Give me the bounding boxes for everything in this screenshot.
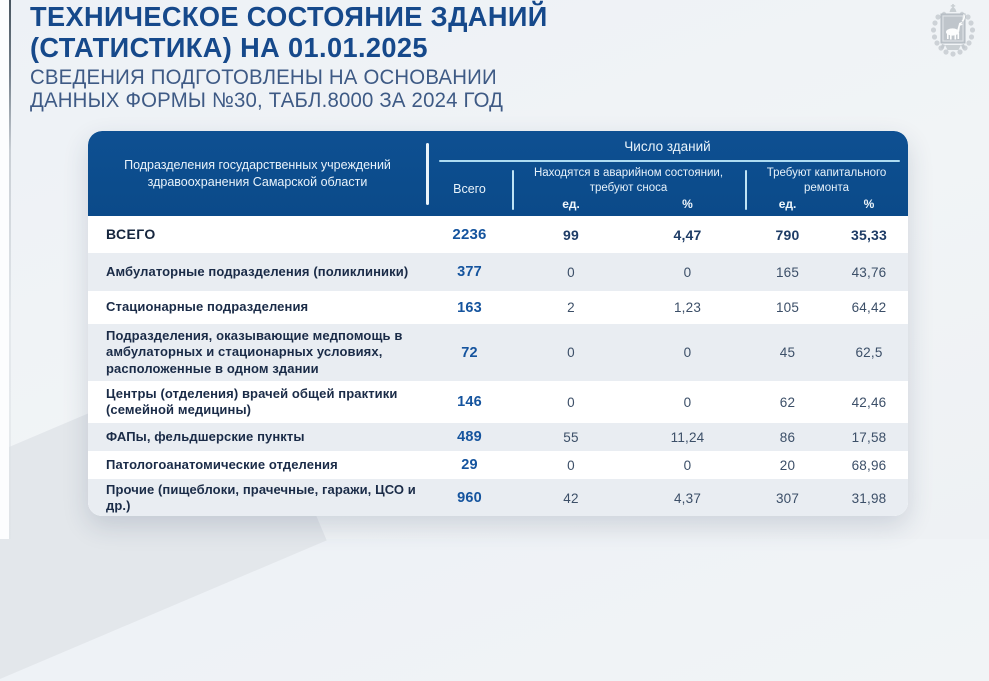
column-header-units: ед. <box>778 196 797 211</box>
column-header-units: ед. <box>562 196 580 211</box>
column-group-emergency <box>512 162 745 216</box>
table-row <box>88 324 908 381</box>
emergency-percent-value: 0 <box>683 345 692 360</box>
repair-percent-value: 17,58 <box>851 429 887 445</box>
table-row <box>88 381 908 423</box>
page-subtitle-line2: ДАННЫХ ФОРМЫ №30, ТАБЛ.8000 ЗА 2024 ГОД <box>30 89 504 112</box>
repair-units-value: 45 <box>779 345 796 360</box>
left-edge-line <box>9 0 11 539</box>
row-label: Прочие (пищеблоки, прачечные, гаражи, ЦСО и др.) <box>106 482 416 514</box>
left-edge-strip <box>0 0 9 539</box>
page-title-line1: ТЕХНИЧЕСКОЕ СОСТОЯНИЕ ЗДАНИЙ <box>30 1 548 32</box>
row-label: Амбулаторные подразделения (поликлиники) <box>106 263 409 279</box>
emergency-units-value: 0 <box>567 394 575 410</box>
total-value: 72 <box>461 344 478 361</box>
total-value: 960 <box>457 490 482 507</box>
column-header-departments: Подразделения государственных учреждений здравоохранения Самарской области <box>124 157 391 189</box>
repair-units-value: 62 <box>779 394 796 410</box>
total-value: 146 <box>457 394 482 410</box>
emergency-percent-value: 4,37 <box>673 490 702 506</box>
column-group-capital-repair-label: Требуют капитального ремонта <box>766 167 887 194</box>
emergency-percent-value: 4,47 <box>673 226 702 243</box>
total-value: 377 <box>457 264 482 280</box>
header-divider <box>512 170 514 210</box>
emergency-percent-value: 0 <box>683 457 692 473</box>
repair-percent-value: 42,46 <box>851 394 887 410</box>
row-label: ВСЕГО <box>106 225 156 242</box>
row-label: ФАПы, фельдшерские пункты <box>106 428 305 444</box>
row-label: Подразделения, оказывающие медпомощь в амбулаторных и стационарных условиях, расположенные в одном здании <box>106 328 403 376</box>
repair-units-value: 86 <box>779 429 796 445</box>
row-label: Стационарные подразделения <box>106 299 309 315</box>
emergency-units-value: 0 <box>567 264 575 280</box>
emergency-percent-value: 11,24 <box>670 429 705 445</box>
repair-percent-value: 68,96 <box>851 457 887 473</box>
table-row <box>88 451 908 479</box>
repair-percent-value: 64,42 <box>851 300 887 315</box>
repair-percent-value: 31,98 <box>851 490 887 506</box>
repair-percent-value: 35,33 <box>850 226 888 243</box>
emergency-units-value: 0 <box>567 457 575 473</box>
column-group-capital-repair <box>745 162 908 216</box>
repair-percent-value: 62,5 <box>855 345 883 360</box>
table-row <box>88 291 908 324</box>
repair-units-value: 307 <box>775 490 800 506</box>
emergency-units-value: 99 <box>563 226 579 243</box>
buildings-statistics-table <box>88 131 908 516</box>
emergency-units-value: 0 <box>567 345 575 360</box>
emergency-units-value: 55 <box>563 429 579 445</box>
column-header-percent: % <box>863 196 875 211</box>
repair-units-value: 105 <box>775 300 800 315</box>
row-label: Патологоанатомические отделения <box>106 456 338 472</box>
table-body <box>88 216 908 516</box>
table-row <box>88 253 908 291</box>
page-subtitle-line1: СВЕДЕНИЯ ПОДГОТОВЛЕНЫ НА ОСНОВАНИИ <box>30 66 497 89</box>
repair-percent-value: 43,76 <box>851 264 887 280</box>
column-subheaders-capital-repair <box>745 197 908 211</box>
page-subtitle <box>30 66 548 112</box>
column-group-emergency-label: Находятся в аварийном состоянии, требуют сноса <box>533 167 724 194</box>
header-divider <box>745 170 747 210</box>
column-header-percent: % <box>682 196 693 211</box>
table-row <box>88 423 908 451</box>
table-header <box>88 131 908 216</box>
repair-units-value: 790 <box>775 226 800 243</box>
total-value: 2236 <box>452 226 487 243</box>
emergency-percent-value: 0 <box>683 264 692 280</box>
emergency-percent-value: 1,23 <box>673 300 702 315</box>
repair-units-value: 20 <box>779 457 796 473</box>
number-columns-header <box>427 131 908 216</box>
column-header-total: Всего <box>453 182 486 196</box>
emergency-percent-value: 0 <box>683 394 692 410</box>
total-value: 163 <box>457 299 482 316</box>
column-group-header-buildings-count: Число зданий <box>624 139 711 154</box>
row-label: Центры (отделения) врачей общей практики (семейной медицины) <box>106 385 398 417</box>
header-subrow <box>427 162 908 216</box>
table-row <box>88 216 908 253</box>
emergency-units-value: 2 <box>567 300 575 315</box>
slide-heading <box>30 1 548 112</box>
emergency-units-value: 42 <box>563 490 579 506</box>
samara-coat-of-arms-icon <box>925 3 981 67</box>
table-row <box>88 479 908 516</box>
page-title-line2: (СТАТИСТИКА) НА 01.01.2025 <box>30 32 428 63</box>
repair-units-value: 165 <box>775 264 800 280</box>
total-value: 29 <box>461 457 478 473</box>
column-subheaders-emergency <box>512 197 745 211</box>
total-value: 489 <box>457 429 482 445</box>
page-title <box>30 1 548 63</box>
